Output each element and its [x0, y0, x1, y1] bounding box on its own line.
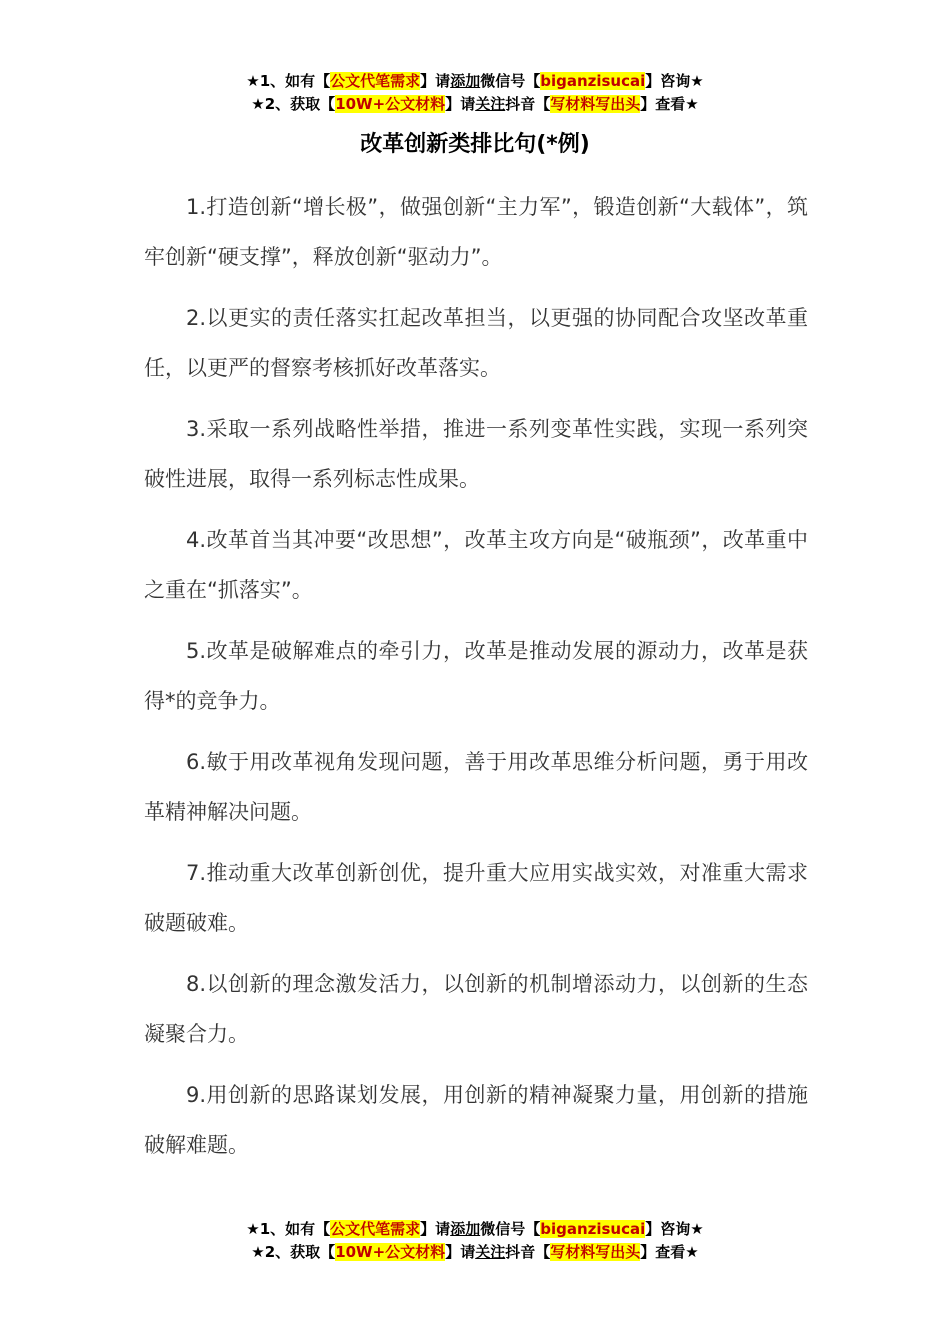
paragraph-3: 3.采取一系列战略性举措，推进一系列变革性实践，实现一系列突破性进展，取得一系列标志性成果。: [144, 417, 808, 491]
banner-text: 微信号【: [480, 1220, 541, 1238]
banner-douyin-account: 写材料写出头: [550, 95, 641, 113]
banner-text: 】请: [420, 1220, 451, 1238]
banner-underline: 关注: [475, 95, 506, 113]
banner-wechat-id: biganzisucai: [540, 72, 646, 90]
banner-douyin-account: 写材料写出头: [550, 1243, 641, 1261]
paragraph-7: 7.推动重大改革创新创优，提升重大应用实战实效，对准重大需求破题破难。: [144, 861, 808, 935]
banner-text: 抖音【: [505, 1243, 551, 1261]
banner-line-2: [0, 93, 950, 116]
banner-highlight: 公文代笔需求: [330, 1220, 421, 1238]
banner-text: ★2、获取【: [251, 95, 336, 113]
banner-line-1: [0, 70, 950, 93]
banner-text: ★1、如有【: [246, 72, 331, 90]
banner-text: 】咨询★: [645, 1220, 704, 1238]
document-title: 改革创新类排比句(*例): [360, 132, 590, 157]
paragraph-9: 9.用创新的思路谋划发展，用创新的精神凝聚力量，用创新的措施破解难题。: [144, 1083, 808, 1157]
banner-text: 】请: [445, 95, 476, 113]
banner-wechat-id: biganzisucai: [540, 1220, 646, 1238]
banner-line-2: [0, 1241, 950, 1264]
paragraph-1: 1.打造创新“增长极”，做强创新“主力军”，锻造创新“大载体”，筑牢创新“硬支撑”，释放创新“驱动力”。: [144, 195, 808, 269]
banner-underline: 添加: [450, 72, 481, 90]
paragraph-2: 2.以更实的责任落实扛起改革担当，以更强的协同配合攻坚改革重任，以更严的督察考核抓好改革落实。: [144, 306, 808, 380]
banner-text: 】查看★: [640, 95, 699, 113]
banner-text: 】请: [420, 72, 451, 90]
banner-underline: 添加: [450, 1220, 481, 1238]
banner-highlight: 10W+公文材料: [335, 1243, 446, 1261]
banner-text: 】请: [445, 1243, 476, 1261]
paragraph-8: 8.以创新的理念激发活力，以创新的机制增添动力，以创新的生态凝聚合力。: [144, 972, 808, 1046]
banner-text: 】查看★: [640, 1243, 699, 1261]
paragraph-5: 5.改革是破解难点的牵引力，改革是推动发展的源动力，改革是获得*的竞争力。: [144, 639, 808, 713]
paragraph-4: 4.改革首当其冲要“改思想”，改革主攻方向是“破瓶颈”，改革重中之重在“抓落实”。: [144, 528, 808, 602]
header-banner: [0, 70, 950, 116]
banner-highlight: 公文代笔需求: [330, 72, 421, 90]
banner-text: 】咨询★: [645, 72, 704, 90]
banner-line-1: [0, 1218, 950, 1241]
banner-underline: 关注: [475, 1243, 506, 1261]
document-body: [144, 182, 808, 1181]
banner-text: ★1、如有【: [246, 1220, 331, 1238]
paragraph-6: 6.敏于用改革视角发现问题，善于用改革思维分析问题，勇于用改革精神解决问题。: [144, 750, 808, 824]
banner-highlight: 10W+公文材料: [335, 95, 446, 113]
banner-text: 微信号【: [480, 72, 541, 90]
banner-text: ★2、获取【: [251, 1243, 336, 1261]
banner-text: 抖音【: [505, 95, 551, 113]
footer-banner: [0, 1218, 950, 1264]
